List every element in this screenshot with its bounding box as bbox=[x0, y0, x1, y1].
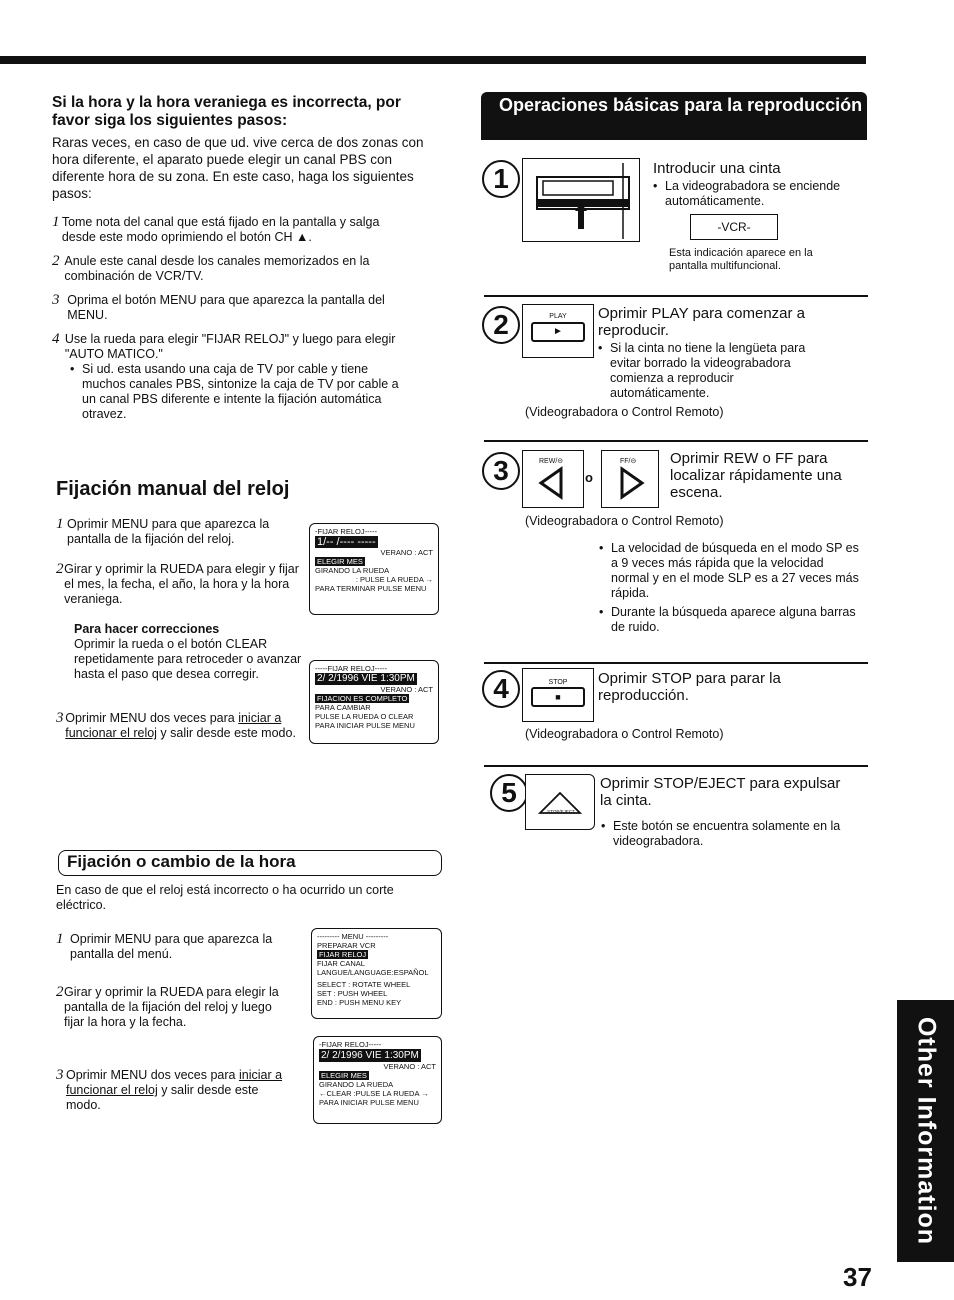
side-tab-other-information: Other Information bbox=[897, 1000, 954, 1262]
clock-screen-2: -----FIJAR RELOJ----- 2/ 2/1996 VIE 1:30PM VERANO : ACT FIJACION ES COMPLETO PARA CAMBIAR PULSE LA RUEDA O CLEAR PARA INICIAR PULSE MENU bbox=[309, 660, 439, 744]
ff-button-graphic: FF/⊝ bbox=[601, 450, 659, 508]
playback-banner: Operaciones básicas para la reproducción bbox=[481, 92, 867, 140]
dst-step: 2 Anule este canal desde los canales memorizados en la combinación de VCR/TV. bbox=[52, 253, 370, 283]
play-icon: ► bbox=[531, 322, 585, 342]
manual-step-1: 1 Oprimir MENU para que aparezca la pantalla de la fijación del reloj. bbox=[56, 516, 270, 546]
step-5-title: Oprimir STOP/EJECT para expulsar la cinta. bbox=[600, 775, 841, 809]
dst-step: 4 Use la rueda para elegir "FIJAR RELOJ" y luego para elegir "AUTO MATICO." bbox=[52, 331, 396, 361]
stop-eject-button-graphic: STOP/EJECT bbox=[525, 774, 595, 830]
step-1-bullet: • La videograbadora se enciende automáticamente. bbox=[653, 179, 853, 209]
step-2-remote: (Videograbadora o Control Remoto) bbox=[525, 405, 724, 419]
dst-step: 1 Tome nota del canal que está fijado en la pantalla y salga desde este modo oprimiendo el botón CH ▲. bbox=[52, 214, 380, 244]
corrections-text: Oprimir la rueda o el botón CLEAR repetidamente para retroceder o avanzar hasta el paso que desea corregir. bbox=[74, 637, 302, 681]
dst-steps bbox=[52, 215, 412, 422]
dst-step: 3 Oprima el botón MENU para que aparezca la pantalla del MENU. bbox=[52, 292, 385, 322]
step-2-bullet: • Si la cinta no tiene la lengüeta para evitar borrado la videograbadora comienza a reproducir automáticamente. bbox=[598, 341, 818, 401]
clock-screen-1: -FIJAR RELOJ----- 1/-- /---- ----- VERANO : ACT ELEGIR MES GIRANDO LA RUEDA : PULSE LA RUEDA → PARA TERMINAR PULSE MENU bbox=[309, 523, 439, 615]
stop-icon: ■ bbox=[531, 687, 585, 707]
step-3-title: Oprimir REW o FF para localizar rápidamente una escena. bbox=[670, 450, 842, 501]
manual-step-2: 2 Girar y oprimir la RUEDA para elegir y fijar el mes, la fecha, el año, la hora y la hora veraniega. bbox=[56, 561, 299, 606]
menu-screen: --------- MENU --------- PREPARAR VCR FIJAR RELOJ FIJAR CANAL LANGUE/LANGUAGE:ESPAÑOL SELECT : ROTATE WHEEL SET : PUSH WHEEL END : PUSH MENU KEY bbox=[311, 928, 442, 1019]
step-3-bullets: • La velocidad de búsqueda en el modo SP es a 9 veces más rápida que la velocidad normal y en el mode SLP es a 27 veces más rápida. • Durante la búsqueda aparece alguna barras de ruido. bbox=[599, 541, 859, 635]
step-5-bullet: • Este botón se encuentra solamente en la videograbadora. bbox=[601, 819, 851, 849]
step-1-number: 1 bbox=[482, 160, 520, 198]
step-4-remote: (Videograbadora o Control Remoto) bbox=[525, 727, 724, 741]
divider bbox=[484, 662, 868, 664]
or-label: o bbox=[585, 470, 593, 485]
divider bbox=[484, 295, 868, 297]
vcr-indicator: -VCR- bbox=[690, 214, 778, 240]
step-1-note: Esta indicación aparece en la pantalla multifuncional. bbox=[669, 247, 813, 272]
step-4-number: 4 bbox=[482, 670, 520, 708]
divider bbox=[484, 440, 868, 442]
top-rule bbox=[0, 56, 866, 64]
play-button-graphic: PLAY ► bbox=[522, 304, 594, 358]
change-time-intro: En caso de que el reloj está incorrecto o ha ocurrido un corte eléctrico. bbox=[56, 883, 394, 912]
step-2-number: 2 bbox=[482, 306, 520, 344]
dst-intro: Raras veces, en caso de que ud. vive cerca de dos zonas con hora diferente, el aparato puede elegir un canal PBS con diferente hora de su zona. En este caso, haga los siguientes pasos: bbox=[52, 135, 424, 201]
page-number: 37 bbox=[843, 1262, 872, 1292]
cassette-insert-icon bbox=[522, 158, 640, 242]
manual-clock-title: Fijación manual del reloj bbox=[56, 478, 290, 500]
rewind-icon bbox=[533, 465, 573, 501]
step-3-number: 3 bbox=[482, 452, 520, 490]
fast-forward-icon bbox=[612, 465, 652, 501]
rew-button-graphic: REW/⊝ bbox=[522, 450, 584, 508]
eject-icon bbox=[526, 781, 594, 823]
step-2-title: Oprimir PLAY para comenzar a reproducir. bbox=[598, 305, 806, 339]
step-4-title: Oprimir STOP para parar la reproducción. bbox=[598, 670, 781, 704]
change-step-2: 2 Girar y oprimir la RUEDA para elegir la pantalla de la fijación del reloj y luego fijar la hora y la fecha. bbox=[56, 984, 279, 1029]
step-3-remote: (Videograbadora o Control Remoto) bbox=[525, 514, 724, 528]
corrections-title: Para hacer correcciones bbox=[74, 622, 220, 636]
corrections-block bbox=[74, 622, 304, 682]
change-step-1: 1 Oprimir MENU para que aparezca la pantalla del menú. bbox=[56, 931, 273, 961]
manual-step-3: 3 Oprimir MENU dos veces para iniciar a funcionar el reloj y salir desde este modo. bbox=[56, 710, 296, 740]
dst-heading: Si la hora y la hora veraniega es incorrecta, por favor siga los siguientes pasos: bbox=[52, 94, 401, 129]
clock-screen-3: -FIJAR RELOJ----- 2/ 2/1996 VIE 1:30PM VERANO : ACT ELEGIR MES GIRANDO LA RUEDA ←CLEAR :PULSE LA RUEDA → PARA INICIAR PULSE MENU bbox=[313, 1036, 442, 1124]
dst-step4-bullet: • Si ud. esta usando una caja de TV por cable y tiene muchos canales PBS, sintonize la caja de TV por cable a un canal PBS diferente e intente la fijación automática otravez. bbox=[52, 362, 412, 422]
step-1-title: Introducir una cinta bbox=[653, 160, 781, 177]
change-time-title: Fijación o cambio de la hora bbox=[58, 850, 442, 876]
cassette-icon bbox=[523, 159, 639, 241]
change-step-3: 3 Oprimir MENU dos veces para iniciar a funcionar el reloj y salir desde este modo. bbox=[56, 1067, 283, 1112]
divider bbox=[484, 765, 868, 767]
stop-button-graphic: STOP ■ bbox=[522, 668, 594, 722]
step-5-number: 5 bbox=[490, 774, 528, 812]
